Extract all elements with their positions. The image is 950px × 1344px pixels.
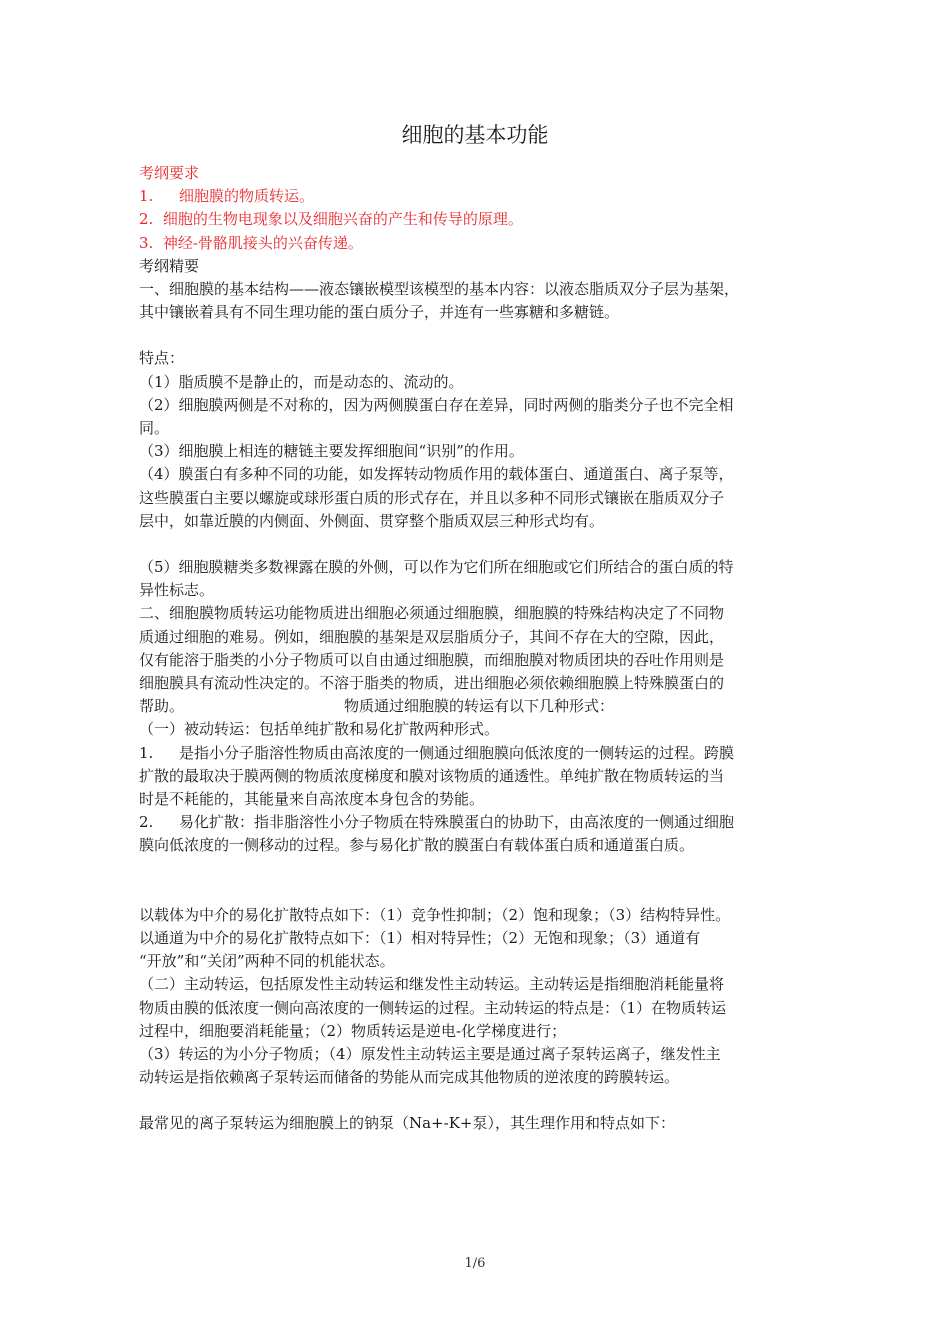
requirements-heading: 考纲要求 <box>139 164 200 182</box>
feature-line: 异性标志。 <box>139 581 215 600</box>
paragraph-line: 膜向低浓度的一侧移动的过程。参与易化扩散的膜蛋白有载体蛋白质和通道蛋白质。 <box>139 836 695 855</box>
feature-line: （4）膜蛋白有多种不同的功能，如发挥转动物质作用的载体蛋白、通道蛋白、离子泵等， <box>139 465 734 484</box>
page-number: 1/6 <box>464 1256 486 1271</box>
paragraph-line: 二、细胞膜物质转运功能物质进出细胞必须通过细胞膜，细胞膜的特殊结构决定了不同物 <box>139 604 725 623</box>
paragraph-line: 过程中，细胞要消耗能量；（2）物质转运是逆电-化学梯度进行； <box>139 1021 567 1040</box>
paragraph-line: 以通道为中介的易化扩散特点如下：（1）相对特异性；（2）无饱和现象；（3）通道有 <box>139 928 701 947</box>
requirement-item: 2. 细胞的生物电现象以及细胞兴奋的产生和传导的原理。 <box>139 210 523 229</box>
paragraph-line: 质通过细胞的难易。例如，细胞膜的基架是双层脂质分子，其间不存在大的空隙，因此， <box>139 627 725 646</box>
paragraph-line: 细胞膜具有流动性决定的。不溶于脂类的物质，进出细胞必须依赖细胞膜上特殊膜蛋白的 <box>139 674 725 693</box>
feature-line: （3）细胞膜上相连的糖链主要发挥细胞间“识别”的作用。 <box>139 442 524 461</box>
paragraph-line: 时是不耗能的，其能量来自高浓度本身包含的势能。 <box>139 790 485 809</box>
numbered-line: 1. 是指小分子脂溶性物质由高浓度的一侧通过细胞膜向低浓度的一侧转运的过程。跨膜 <box>139 743 735 762</box>
feature-line: 层中，如靠近膜的内侧面、外侧面、贯穿整个脂质双层三种形式均有。 <box>139 511 605 530</box>
paragraph-line: 扩散的最取决于膜两侧的物质浓度梯度和膜对该物质的通透性。单纯扩散在物质转运的当 <box>139 766 725 785</box>
feature-line: （1）脂质膜不是静止的，而是动态的、流动的。 <box>139 372 464 391</box>
paragraph-line: 仅有能溶于脂类的小分子物质可以自由通过细胞膜，而细胞膜对物质团块的吞吐作用则是 <box>139 650 725 669</box>
paragraph-line: （3）转运的为小分子物质；（4）原发性主动转运主要是通过离子泵转运离子，继发性主 <box>139 1044 721 1063</box>
requirement-item: 1. 细胞膜的物质转运。 <box>139 187 315 206</box>
feature-line: 这些膜蛋白主要以螺旋或球形蛋白质的形式存在，并且以多种不同形式镶嵌在脂质双分子 <box>139 488 725 507</box>
paragraph-line: 其中镶嵌着具有不同生理功能的蛋白质分子，并连有一些寡糖和多糖链。 <box>139 303 620 322</box>
paragraph-line: 一、细胞膜的基本结构——液态镶嵌模型该模型的基本内容：以液态脂质双分子层为基架， <box>139 280 740 299</box>
spacer <box>139 324 839 347</box>
spacer <box>139 881 839 904</box>
paragraph-line: 以载体为中介的易化扩散特点如下：（1）竞争性抑制；（2）饱和现象；（3）结构特异性。 <box>139 905 731 924</box>
spacer <box>139 533 839 556</box>
paragraph-line: 最常见的离子泵转运为细胞膜上的钠泵（Na+-K+泵），其生理作用和特点如下： <box>139 1114 675 1133</box>
paragraph-line: 动转运是指依赖离子泵转运而储备的势能从而完成其他物质的逆浓度的跨膜转运。 <box>139 1068 680 1087</box>
feature-line: 同。 <box>139 419 170 438</box>
paragraph-line: “开放”和“关闭”两种不同的机能状态。 <box>139 952 395 971</box>
document-body <box>139 162 839 1136</box>
paragraph-line: 帮助。 物质通过细胞膜的转运有以下几种形式： <box>139 697 615 716</box>
spacer <box>139 858 839 881</box>
paragraph-line: 物质由膜的低浓度一侧向高浓度的一侧转运的过程。主动转运的特点是：（1）在物质转运 <box>139 998 727 1017</box>
paragraph-line: （二）主动转运，包括原发性主动转运和继发性主动转运。主动转运是指细胞消耗能量将 <box>139 975 725 994</box>
passive-heading: （一）被动转运：包括单纯扩散和易化扩散两种形式。 <box>139 720 500 739</box>
spacer <box>139 1089 839 1112</box>
requirement-item: 3. 神经-骨骼肌接头的兴奋传递。 <box>139 233 363 252</box>
page-title: 细胞的基本功能 <box>401 123 549 147</box>
numbered-line: 2. 易化扩散：指非脂溶性小分子物质在特殊膜蛋白的协助下，由高浓度的一侧通过细胞 <box>139 813 735 832</box>
features-label: 特点： <box>139 349 185 368</box>
feature-line: （5）细胞膜糖类多数裸露在膜的外侧，可以作为它们所在细胞或它们所结合的蛋白质的特 <box>139 558 734 577</box>
summary-heading: 考纲精要 <box>139 256 200 275</box>
feature-line: （2）细胞膜两侧是不对称的，因为两侧膜蛋白存在差异，同时两侧的脂类分子也不完全相 <box>139 395 734 414</box>
